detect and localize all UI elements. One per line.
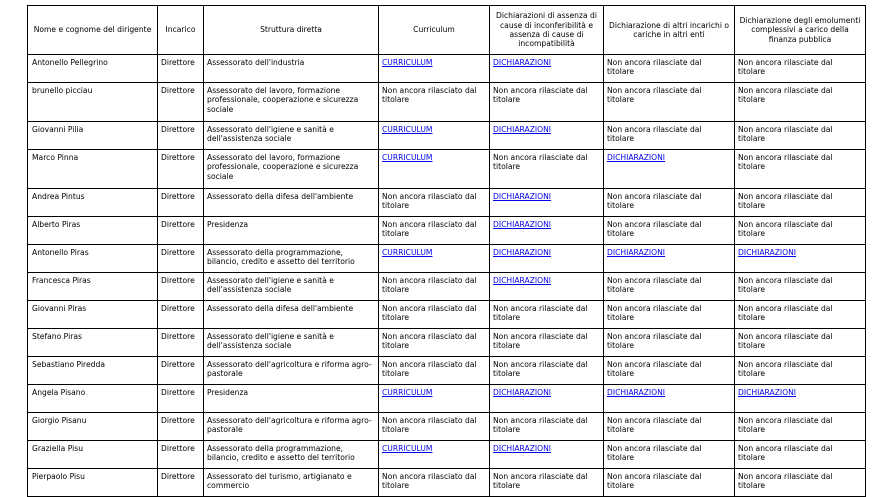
curriculum-link[interactable]: CURRICULUM	[382, 58, 433, 67]
cell-curriculum: Non ancora rilasciato dal titolare	[379, 273, 490, 301]
table-row	[28, 55, 866, 83]
cell-emolumenti: Non ancora rilasciate dal titolare	[735, 273, 866, 301]
cell-curriculum: Non ancora rilasciato dal titolare	[379, 301, 490, 329]
cell-nome: Sebastiano Piredda	[28, 357, 158, 385]
cell-altri-incarichi: Non ancora rilasciate dal titolare	[604, 357, 735, 385]
cell-curriculum	[379, 150, 490, 189]
cell-curriculum	[379, 55, 490, 83]
header-dichiarazioni-inconferibilita: Dichiarazioni di assenza di cause di inconferibilità e assenza di cause di incompatibilità	[490, 6, 604, 55]
cell-altri-incarichi	[604, 385, 735, 413]
cell-nome: Graziella Pisu	[28, 441, 158, 469]
cell-incarico: Direttore	[158, 189, 204, 217]
cell-curriculum	[379, 245, 490, 273]
cell-emolumenti: Non ancora rilasciate dal titolare	[735, 329, 866, 357]
cell-altri-incarichi: Non ancora rilasciate dal titolare	[604, 189, 735, 217]
cell-dichiarazioni-inconferibilita	[490, 441, 604, 469]
cell-curriculum	[379, 385, 490, 413]
header-incarico: Incarico	[158, 6, 204, 55]
cell-altri-incarichi: Non ancora rilasciate dal titolare	[604, 273, 735, 301]
cell-altri-incarichi: Non ancora rilasciate dal titolare	[604, 329, 735, 357]
cell-nome: Giovanni Piras	[28, 301, 158, 329]
cell-nome: Antonello Piras	[28, 245, 158, 273]
cell-emolumenti: Non ancora rilasciate dal titolare	[735, 413, 866, 441]
table-row	[28, 150, 866, 189]
cell-struttura: Assessorato della programmazione, bilancio, credito e assetto del territorio	[204, 245, 379, 273]
cell-emolumenti: Non ancora rilasciate dal titolare	[735, 55, 866, 83]
table-row	[28, 217, 866, 245]
table-body	[28, 55, 866, 497]
dichiarazioni-link[interactable]: DICHIARAZIONI	[493, 444, 552, 453]
curriculum-link[interactable]: CURRICULUM	[382, 125, 433, 134]
cell-struttura: Assessorato della difesa dell'ambiente	[204, 189, 379, 217]
cell-curriculum: Non ancora rilasciato dal titolare	[379, 469, 490, 497]
header-curriculum: Curriculum	[379, 6, 490, 55]
cell-nome: Alberto Piras	[28, 217, 158, 245]
cell-altri-incarichi: Non ancora rilasciate dal titolare	[604, 441, 735, 469]
cell-incarico: Direttore	[158, 301, 204, 329]
cell-incarico: Direttore	[158, 385, 204, 413]
cell-nome: Stefano Piras	[28, 329, 158, 357]
cell-struttura: Assessorato dell'agricoltura e riforma agro-pastorale	[204, 357, 379, 385]
cell-nome: Francesca Piras	[28, 273, 158, 301]
cell-struttura: Assessorato della difesa dell'ambiente	[204, 301, 379, 329]
cell-dichiarazioni-inconferibilita	[490, 245, 604, 273]
cell-nome: Giovanni Pilia	[28, 122, 158, 150]
cell-altri-incarichi: Non ancora rilasciate dal titolare	[604, 217, 735, 245]
cell-struttura: Assessorato della programmazione, bilancio, credito e assetto del territorio	[204, 441, 379, 469]
curriculum-link[interactable]: CURRICULUM	[382, 248, 433, 257]
dichiarazioni-link[interactable]: DICHIARAZIONI	[607, 248, 666, 257]
curriculum-link[interactable]: CURRICULUM	[382, 388, 433, 397]
cell-altri-incarichi: Non ancora rilasciate dal titolare	[604, 469, 735, 497]
cell-altri-incarichi: Non ancora rilasciate dal titolare	[604, 413, 735, 441]
table-row	[28, 273, 866, 301]
table-row	[28, 245, 866, 273]
cell-incarico: Direttore	[158, 441, 204, 469]
cell-incarico: Direttore	[158, 55, 204, 83]
table-row	[28, 122, 866, 150]
cell-curriculum: Non ancora rilasciato dal titolare	[379, 413, 490, 441]
dichiarazioni-link[interactable]: DICHIARAZIONI	[607, 388, 666, 397]
cell-nome: Pierpaolo Pisu	[28, 469, 158, 497]
table-row	[28, 301, 866, 329]
cell-incarico: Direttore	[158, 245, 204, 273]
cell-dichiarazioni-inconferibilita	[490, 122, 604, 150]
cell-emolumenti: Non ancora rilasciate dal titolare	[735, 441, 866, 469]
cell-emolumenti: Non ancora rilasciate dal titolare	[735, 150, 866, 189]
cell-incarico: Direttore	[158, 122, 204, 150]
curriculum-link[interactable]: CURRICULUM	[382, 153, 433, 162]
cell-dichiarazioni-inconferibilita	[490, 189, 604, 217]
cell-incarico: Direttore	[158, 217, 204, 245]
dichiarazioni-link[interactable]: DICHIARAZIONI	[607, 153, 666, 162]
cell-dichiarazioni-inconferibilita	[490, 385, 604, 413]
dichiarazioni-link[interactable]: DICHIARAZIONI	[493, 192, 552, 201]
cell-dichiarazioni-inconferibilita: Non ancora rilasciate dal titolare	[490, 357, 604, 385]
cell-emolumenti: Non ancora rilasciate dal titolare	[735, 469, 866, 497]
cell-dichiarazioni-inconferibilita: Non ancora rilasciate dal titolare	[490, 150, 604, 189]
dichiarazioni-link[interactable]: DICHIARAZIONI	[493, 388, 552, 397]
cell-curriculum: Non ancora rilasciato dal titolare	[379, 217, 490, 245]
cell-struttura: Assessorato dell'industria	[204, 55, 379, 83]
cell-dichiarazioni-inconferibilita: Non ancora rilasciate dal titolare	[490, 329, 604, 357]
table-row	[28, 83, 866, 122]
cell-incarico: Direttore	[158, 150, 204, 189]
cell-emolumenti	[735, 385, 866, 413]
table-row	[28, 329, 866, 357]
cell-altri-incarichi: Non ancora rilasciate dal titolare	[604, 55, 735, 83]
cell-dichiarazioni-inconferibilita: Non ancora rilasciate dal titolare	[490, 301, 604, 329]
cell-curriculum: Non ancora rilasciato dal titolare	[379, 189, 490, 217]
cell-emolumenti	[735, 245, 866, 273]
header-nome: Nome e cognome del dirigente	[28, 6, 158, 55]
dichiarazioni-link[interactable]: DICHIARAZIONI	[738, 248, 797, 257]
cell-altri-incarichi: Non ancora rilasciate dal titolare	[604, 83, 735, 122]
cell-altri-incarichi	[604, 150, 735, 189]
cell-nome: Antonello Pellegrino	[28, 55, 158, 83]
cell-incarico: Direttore	[158, 413, 204, 441]
cell-dichiarazioni-inconferibilita: Non ancora rilasciate dal titolare	[490, 413, 604, 441]
table-row	[28, 357, 866, 385]
dichiarazioni-link[interactable]: DICHIARAZIONI	[493, 248, 552, 257]
cell-curriculum: Non ancora rilasciato dal titolare	[379, 83, 490, 122]
cell-incarico: Direttore	[158, 83, 204, 122]
cell-incarico: Direttore	[158, 329, 204, 357]
table-row	[28, 441, 866, 469]
cell-curriculum: Non ancora rilasciato dal titolare	[379, 357, 490, 385]
cell-struttura: Assessorato dell'igiene e sanità e dell'assistenza sociale	[204, 273, 379, 301]
cell-dichiarazioni-inconferibilita: Non ancora rilasciate dal titolare	[490, 83, 604, 122]
cell-struttura: Presidenza	[204, 217, 379, 245]
cell-struttura: Assessorato del turismo, artigianato e commercio	[204, 469, 379, 497]
cell-struttura: Presidenza	[204, 385, 379, 413]
table-row	[28, 413, 866, 441]
header-row	[28, 6, 866, 55]
cell-curriculum	[379, 122, 490, 150]
table-row	[28, 189, 866, 217]
cell-incarico: Direttore	[158, 469, 204, 497]
cell-dichiarazioni-inconferibilita	[490, 217, 604, 245]
header-emolumenti: Dichiarazione degli emolumenti complessivi a carico della finanza pubblica	[735, 6, 866, 55]
cell-nome: Andrea Pintus	[28, 189, 158, 217]
cell-struttura: Assessorato del lavoro, formazione professionale, cooperazione e sicurezza sociale	[204, 83, 379, 122]
header-struttura: Struttura diretta	[204, 6, 379, 55]
header-altri-incarichi: Dichiarazione di altri incarichi o cariche in altri enti	[604, 6, 735, 55]
cell-nome: brunello picciau	[28, 83, 158, 122]
cell-nome: Marco Pinna	[28, 150, 158, 189]
cell-curriculum	[379, 441, 490, 469]
cell-emolumenti: Non ancora rilasciate dal titolare	[735, 301, 866, 329]
cell-dichiarazioni-inconferibilita	[490, 273, 604, 301]
cell-nome: Giorgio Pisanu	[28, 413, 158, 441]
cell-emolumenti: Non ancora rilasciate dal titolare	[735, 217, 866, 245]
table-row	[28, 469, 866, 497]
curriculum-link[interactable]: CURRICULUM	[382, 444, 433, 453]
cell-struttura: Assessorato del lavoro, formazione professionale, cooperazione e sicurezza sociale	[204, 150, 379, 189]
cell-altri-incarichi: Non ancora rilasciate dal titolare	[604, 122, 735, 150]
cell-dichiarazioni-inconferibilita: Non ancora rilasciate dal titolare	[490, 469, 604, 497]
cell-altri-incarichi: Non ancora rilasciate dal titolare	[604, 301, 735, 329]
cell-emolumenti: Non ancora rilasciate dal titolare	[735, 122, 866, 150]
cell-altri-incarichi	[604, 245, 735, 273]
cell-nome: Angela Pisano	[28, 385, 158, 413]
dichiarazioni-link[interactable]: DICHIARAZIONI	[493, 276, 552, 285]
cell-emolumenti: Non ancora rilasciate dal titolare	[735, 357, 866, 385]
dirigenti-table	[27, 5, 866, 497]
dichiarazioni-link[interactable]: DICHIARAZIONI	[738, 388, 797, 397]
cell-dichiarazioni-inconferibilita	[490, 55, 604, 83]
cell-struttura: Assessorato dell'agricoltura e riforma agro-pastorale	[204, 413, 379, 441]
cell-curriculum: Non ancora rilasciato dal titolare	[379, 329, 490, 357]
cell-emolumenti: Non ancora rilasciate dal titolare	[735, 83, 866, 122]
dichiarazioni-link[interactable]: DICHIARAZIONI	[493, 58, 552, 67]
cell-struttura: Assessorato dell'igiene e sanità e dell'assistenza sociale	[204, 122, 379, 150]
cell-struttura: Assessorato dell'igiene e sanità e dell'assistenza sociale	[204, 329, 379, 357]
cell-incarico: Direttore	[158, 273, 204, 301]
cell-incarico: Direttore	[158, 357, 204, 385]
dichiarazioni-link[interactable]: DICHIARAZIONI	[493, 220, 552, 229]
dichiarazioni-link[interactable]: DICHIARAZIONI	[493, 125, 552, 134]
table-row	[28, 385, 866, 413]
cell-emolumenti: Non ancora rilasciate dal titolare	[735, 189, 866, 217]
